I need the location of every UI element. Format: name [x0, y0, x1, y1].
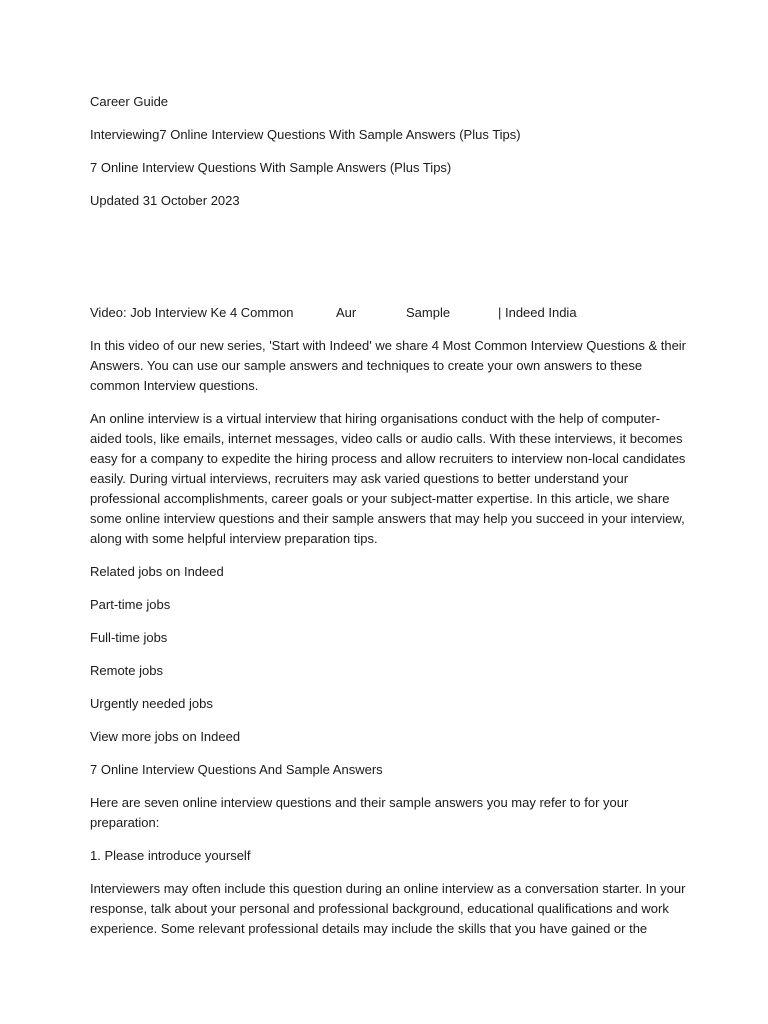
section-heading: 7 Online Interview Questions And Sample Answers: [90, 762, 383, 777]
career-guide-label: Career Guide: [90, 94, 169, 109]
intro-paragraph: An online interview is a virtual interview that hiring organisations conduct with the help of computer-aided tools, like emails, internet messages, video calls or audio calls. With these interviews, it becomes easy for a company to expedite the hiring process and allow recruiters to interview non-local candidates easily. During virtual interviews, recruiters may ask varied questions to better understand your professional accomplishments, career goals or your subject-matter expertise. In this article, we share some online interview questions and their sample answers that may help you succeed in your interview, along with some helpful interview preparation tips.: [90, 411, 686, 546]
breadcrumb: Interviewing7 Online Interview Questions With Sample Answers (Plus Tips): [90, 127, 521, 142]
view-more-jobs: View more jobs on Indeed: [90, 729, 241, 744]
related-job-remote: Remote jobs: [90, 663, 163, 678]
video-description: In this video of our new series, 'Start with Indeed' we share 4 Most Common Interview Questions & their Answers. You can use our sample answers and techniques to create your own answers to these common Interview questions.: [90, 338, 687, 393]
section-intro: Here are seven online interview questions and their sample answers you may refer to for your preparation:: [90, 795, 629, 830]
video-title: [90, 303, 686, 323]
video-title-part-1: Video: Job Interview Ke 4 Common: [90, 305, 294, 320]
question-1-heading: 1. Please introduce yourself: [90, 848, 251, 863]
related-job-full-time: Full-time jobs: [90, 630, 168, 645]
video-placeholder-gap: [90, 224, 686, 303]
video-title-part-3: Sample: [406, 305, 451, 320]
updated-date: Updated 31 October 2023: [90, 193, 240, 208]
video-title-part-4: | Indeed India: [498, 305, 577, 320]
document-content: [90, 92, 686, 952]
related-job-part-time: Part-time jobs: [90, 597, 171, 612]
related-job-urgent: Urgently needed jobs: [90, 696, 213, 711]
page-title: 7 Online Interview Questions With Sample Answers (Plus Tips): [90, 160, 452, 175]
question-1-text: Interviewers may often include this question during an online interview as a conversation starter. In your response, talk about your personal and professional background, educational qualifications and work experience. Some relevant professional details may include the skills that you have gained or the: [90, 881, 686, 936]
related-jobs-heading: Related jobs on Indeed: [90, 564, 224, 579]
video-title-part-2: Aur: [336, 305, 357, 320]
